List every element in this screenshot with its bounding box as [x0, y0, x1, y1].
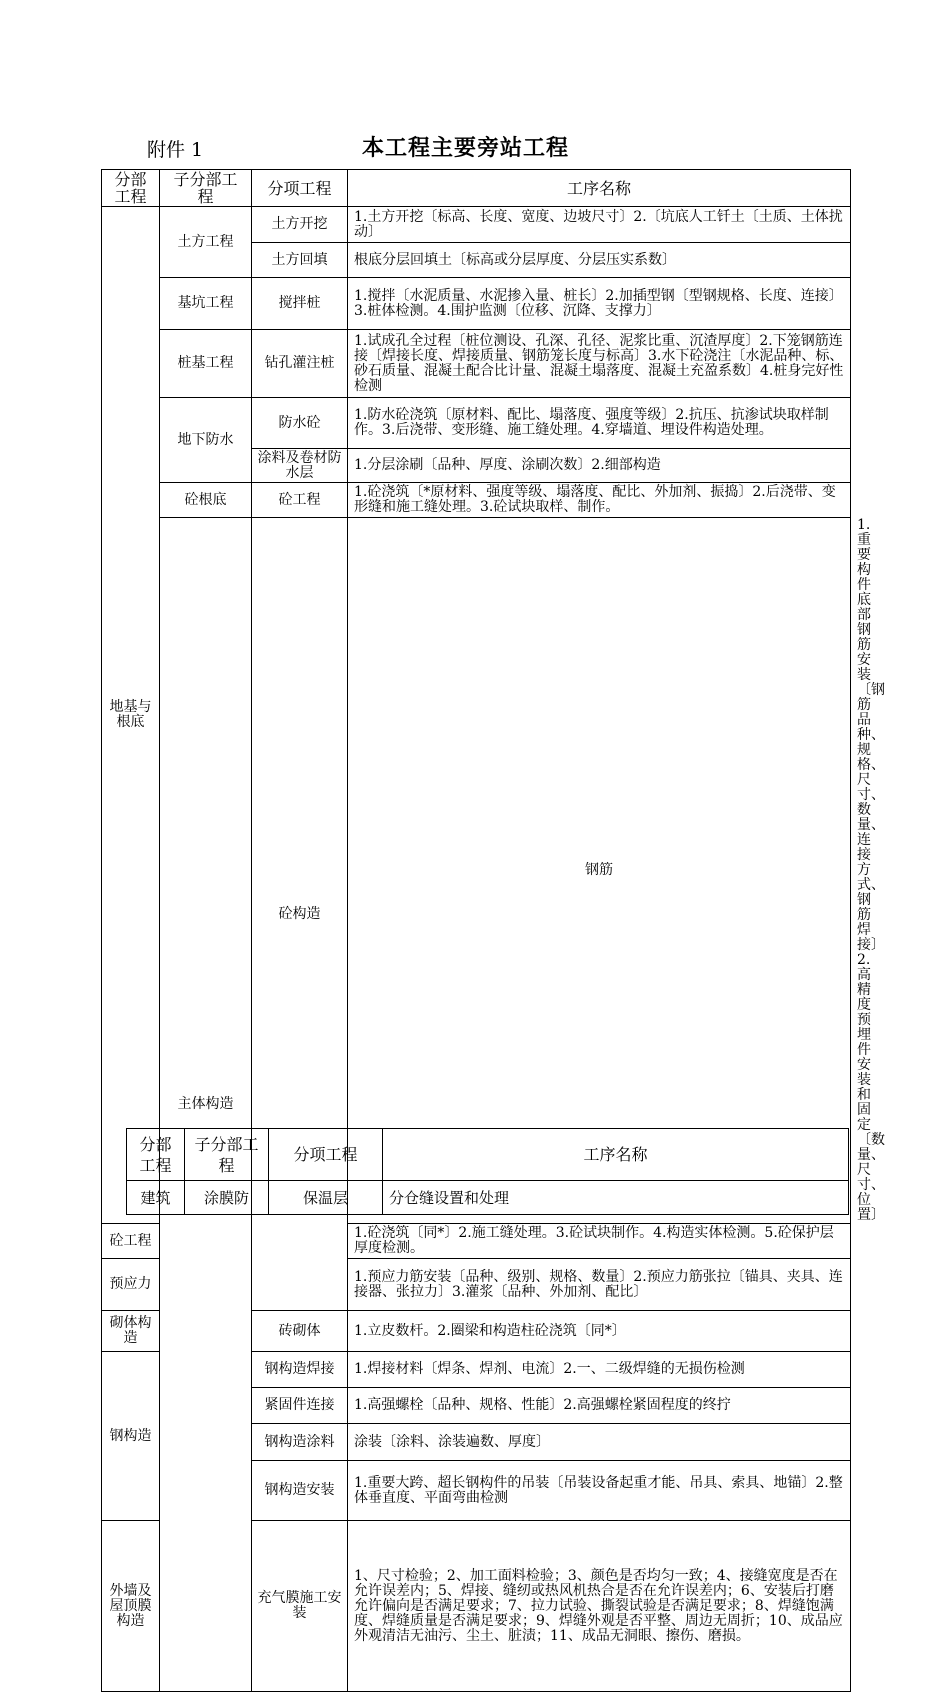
- process-cell: 1.立皮数杆。2.圈梁和构造柱砼浇筑〔同*〕: [348, 1311, 851, 1352]
- process-cell: 1.重要大跨、超长钢构件的吊装〔吊装设备起重才能、吊具、索具、地锚〕2.整体垂直度、平面弯曲检测: [348, 1461, 851, 1521]
- division-cell: 主体构造: [160, 518, 252, 1692]
- subdivision-cell: 基坑工程: [160, 278, 252, 330]
- subdivision-cell: 砌体构造: [102, 1311, 160, 1352]
- item-cell: 砖砌体: [252, 1311, 348, 1352]
- subdivision-cell: 桩基工程: [160, 330, 252, 398]
- table-row: 主体构造 砼构造 钢筋 1.重要构件底部钢筋安装〔钢筋品种、规格、尺寸、数量、连接方式、钢筋焊接〕2.高精度预埋件安装和固定〔数量、尺寸、位置〕: [102, 518, 851, 1224]
- item-cell: 土方回填: [252, 243, 348, 278]
- table-header-row: [102, 170, 851, 207]
- table-row: [102, 483, 851, 518]
- process-cell: 1.焊接材料〔焊条、焊剂、电流〕2.一、二级焊缝的无损伤检测: [348, 1352, 851, 1388]
- process-cell: 分仓缝设置和处理: [383, 1181, 849, 1215]
- division-cell: 地基与根底: [102, 207, 160, 1224]
- header-cell: 分项工程: [269, 1129, 383, 1181]
- subdivision-cell: 砼根底: [160, 483, 252, 518]
- header-cell: 子分部工程: [185, 1129, 269, 1181]
- process-cell: 1.土方开挖〔标高、长度、宽度、边坡尺寸〕2.〔坑底人工钎土〔土质、土体扰动〕: [348, 207, 851, 243]
- table-row: [102, 398, 851, 449]
- header-cell: 分部工程: [127, 1129, 185, 1181]
- header-cell: 子分部工程: [160, 170, 252, 207]
- item-cell: 紧固件连接: [252, 1388, 348, 1424]
- main-table: [101, 169, 885, 1692]
- subdivision-cell: 土方工程: [160, 207, 252, 278]
- subdivision-cell: 外墙及屋顶膜构造: [102, 1521, 160, 1692]
- subdivision-cell: 砼构造: [252, 518, 348, 1311]
- item-cell: 钢构造安装: [252, 1461, 348, 1521]
- subdivision-cell: 地下防水: [160, 398, 252, 483]
- item-cell: 充气膜施工安装: [252, 1521, 348, 1692]
- process-cell: 涂装〔涂料、涂装遍数、厚度〕: [348, 1424, 851, 1461]
- subdivision-cell: 涂膜防: [185, 1181, 269, 1215]
- process-cell: 1.砼浇筑〔*原材料、强度等级、塌落度、配比、外加剂、振捣〕2.后浇带、变形缝和施工缝处理。3.砼试块取样、制作。: [348, 483, 851, 518]
- item-cell: 钻孔灌注桩: [252, 330, 348, 398]
- header-cell: 工序名称: [383, 1129, 849, 1181]
- process-cell: 1.试成孔全过程〔桩位测设、孔深、孔径、泥浆比重、沉渣厚度〕2.下笼钢筋连接〔焊接长度、焊接质量、钢筋笼长度与标高〕3.水下砼浇注〔水泥品种、标、砂石质量、混凝土配合比计量、混凝土塌落度、混凝土充盈系数〕4.桩身完好性检测: [348, 330, 851, 398]
- header-cell: 工序名称: [348, 170, 851, 207]
- process-cell: 1.预应力筋安装〔品种、级别、规格、数量〕2.预应力筋张拉〔锚具、夹具、连接器、张拉力〕3.灌浆〔品种、外加剂、配比〕: [348, 1259, 851, 1311]
- item-cell: 砼工程: [252, 483, 348, 518]
- header-cell: 分部工程: [102, 170, 160, 207]
- table-row: [127, 1181, 849, 1215]
- process-cell: 1、尺寸检验；2、加工面料检验；3、颜色是否均匀一致；4、接缝宽度是否在允许误差内；5、焊接、缝纫或热风机热合是否在允许误差内；6、安装后打磨允许偏向是否满足要求；7、拉力试验、撕裂试验是否满足要求；8、焊缝饱满度、焊缝质量是否满足要求；9、焊缝外观是否平整、周边无周折；10、成品应外观清洁无油污、尘土、脏渍；11、成品无洞眼、擦伤、磨损。: [348, 1521, 851, 1692]
- table-row: [102, 330, 851, 398]
- item-cell: 涂料及卷材防水层: [252, 449, 348, 483]
- process-cell: 1.搅拌〔水泥质量、水泥掺入量、桩长〕2.加插型钢〔型钢规格、长度、连接〕3.桩体检测。4.围护监测〔位移、沉降、支撑力〕: [348, 278, 851, 330]
- item-cell: 搅拌桩: [252, 278, 348, 330]
- item-cell: 防水砼: [252, 398, 348, 449]
- table-row: [102, 207, 851, 243]
- page-title: 本工程主要旁站工程: [362, 135, 570, 161]
- table-header-row: [127, 1129, 849, 1181]
- table-row: [102, 278, 851, 330]
- item-cell: 钢筋: [348, 518, 851, 1224]
- process-cell: 1.砼浇筑〔同*〕2.施工缝处理。3.砼试块制作。4.构造实体检测。5.砼保护层厚度检测。: [348, 1224, 851, 1259]
- header-cell: 分项工程: [252, 170, 348, 207]
- item-cell: 钢构造涂料: [252, 1424, 348, 1461]
- process-cell: 1.防水砼浇筑〔原材料、配比、塌落度、强度等级〕2.抗压、抗渗试块取样制作。3.后浇带、变形缝、施工缝处理。4.穿墙道、埋设件构造处理。: [348, 398, 851, 449]
- item-cell: 钢构造焊接: [252, 1352, 348, 1388]
- subdivision-cell: 钢构造: [102, 1352, 160, 1521]
- process-cell: 根底分层回填土〔标高或分层厚度、分层压实系数〕: [348, 243, 851, 278]
- second-table: [126, 1128, 849, 1215]
- process-cell: 1.分层涂刷〔品种、厚度、涂刷次数〕2.细部构造: [348, 449, 851, 483]
- item-cell: 土方开挖: [252, 207, 348, 243]
- attachment-label: 附件 1: [147, 139, 204, 161]
- item-cell: 保温层: [269, 1181, 383, 1215]
- item-cell: 砼工程: [102, 1224, 160, 1259]
- process-cell: 1.高强螺栓〔品种、规格、性能〕2.高强螺栓紧固程度的终拧: [348, 1388, 851, 1424]
- item-cell: 预应力: [102, 1259, 160, 1311]
- division-cell: 建筑: [127, 1181, 185, 1215]
